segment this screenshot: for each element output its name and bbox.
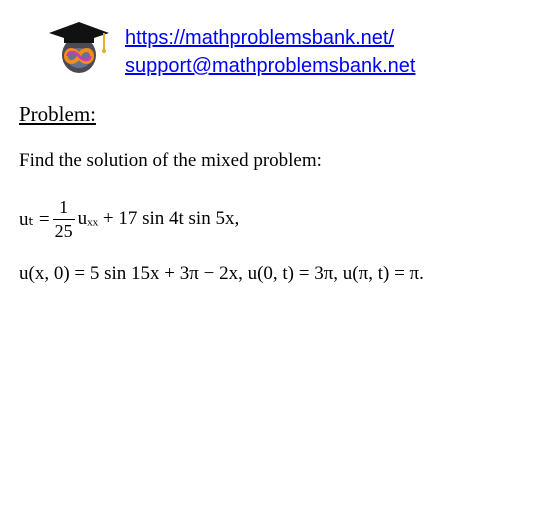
problem-statement: Find the solution of the mixed problem: bbox=[19, 150, 322, 171]
heat-equation bbox=[19, 194, 239, 244]
fraction-numerator: 1 bbox=[59, 196, 69, 217]
website-link[interactable]: https://mathproblemsbank.net/ bbox=[125, 27, 395, 49]
email-link[interactable]: support@mathproblemsbank.net bbox=[125, 55, 416, 77]
equation-lhs: uₜ = bbox=[19, 208, 50, 230]
problem-heading: Problem: bbox=[19, 102, 96, 126]
contact-links bbox=[125, 24, 415, 80]
graduation-cap-infinity-globe-icon bbox=[46, 18, 112, 78]
equation-fraction bbox=[53, 197, 75, 242]
fraction-denominator: 25 bbox=[54, 220, 73, 241]
boundary-conditions: u(x, 0) = 5 sin 15x + 3π − 2x, u(0, t) = 3π, u(π, t) = π. bbox=[19, 263, 424, 284]
equation-rhs: uₓₓ + 17 sin 4t sin 5x, bbox=[77, 208, 240, 229]
